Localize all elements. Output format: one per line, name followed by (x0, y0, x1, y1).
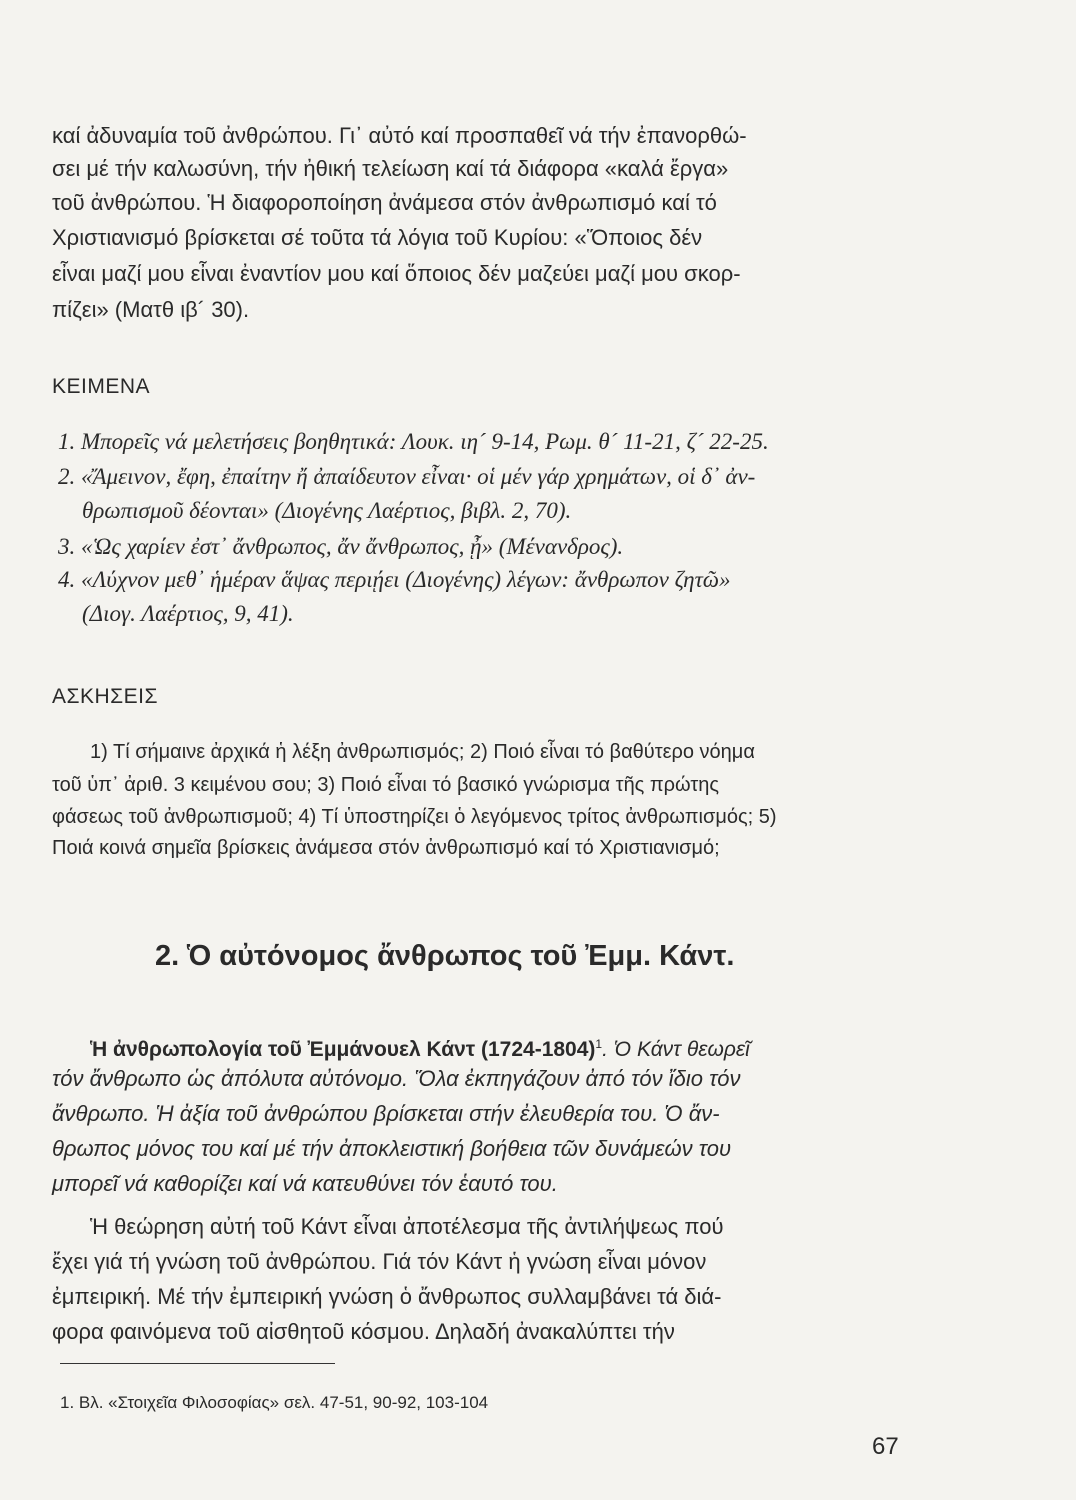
exercise-line: φάσεως τοῦ ἀνθρωπισμοῦ; 4) Τί ὑποστηρίζει ὁ λεγόμενος τρίτος ἀνθρωπισμός; 5) (52, 806, 777, 828)
text-item: 4. «Λύχνον μεθ᾿ ἡμέραν ἅψας περιῄει (Διογένης) λέγων: ἄνθρωπον ζητῶ» (58, 567, 731, 592)
body-line: ἔχει γιά τή γνώση τοῦ ἀνθρώπου. Γιά τόν Κάντ ἡ γνώση εἶναι μόνον (52, 1249, 707, 1274)
footnote-divider (60, 1363, 335, 1364)
section-lead-line (90, 1030, 950, 1064)
italic-line: ἄνθρωπο. Ἡ ἀξία τοῦ ἀνθρώπου βρίσκεται στήν ἐλευθερία του. Ὁ ἄν- (52, 1101, 720, 1126)
lead-bold: Ἡ ἀνθρωπολογία τοῦ Ἐμμάνουελ Κάντ (1724-1804) (90, 1038, 596, 1061)
italic-line: τόν ἄνθρωπο ὡς ἀπόλυτα αὐτόνομο. Ὅλα ἐκπηγάζουν ἀπό τόν ἴδιο τόν (52, 1066, 741, 1091)
body-line: ἐμπειρική. Μέ τήν ἐμπειρική γνώση ὁ ἄνθρωπος συλλαμβάνει τά διά- (52, 1284, 722, 1309)
texts-label: ΚΕΙΜΕΝΑ (52, 375, 151, 398)
text-item: 2. «Ἄμεινον, ἔφη, ἐπαίτην ἤ ἀπαίδευτον εἶναι· οἱ μέν γάρ χρημάτων, οἱ δ᾿ ἀν- (58, 464, 756, 489)
intro-line: πίζει» (Ματθ ιβ´ 30). (52, 297, 250, 322)
exercises-label: ΑΣΚΗΣΕΙΣ (52, 685, 158, 708)
text-item: 1. Μπορεῖς νά μελετήσεις βοηθητικά: Λουκ. ιη´ 9-14, Ρωμ. θ´ 11-21, ζ´ 22-25. (58, 429, 769, 454)
intro-line: Χριστιανισμό βρίσκεται σέ τοῦτα τά λόγια τοῦ Κυρίου: «Ὅποιος δέν (52, 225, 703, 250)
intro-line: τοῦ ἀνθρώπου. Ἡ διαφοροποίηση ἀνάμεσα στόν ἀνθρωπισμό καί τό (52, 190, 717, 215)
page-number: 67 (872, 1433, 899, 1460)
text-item-continuation: (Διογ. Λαέρτιος, 9, 41). (82, 601, 294, 626)
section-heading: 2. Ὁ αὐτόνομος ἄνθρωπος τοῦ Ἐμμ. Κάντ. (155, 940, 735, 972)
exercise-line: Ποιά κοινά σημεῖα βρίσκεις ἀνάμεσα στόν ἀνθρωπισμό καί τό Χριστιανισμό; (52, 837, 720, 859)
footnote-ref: 1 (595, 1037, 603, 1051)
intro-line: καί ἀδυναμία τοῦ ἀνθρώπου. Γι᾿ αὐτό καί προσπαθεῖ νά τήν ἐπανορθώ- (52, 123, 747, 148)
lead-italic: . Ὁ Κάντ θεωρεῖ (602, 1038, 750, 1061)
footnote: 1. Βλ. «Στοιχεῖα Φιλοσοφίας» σελ. 47-51, 90-92, 103-104 (60, 1393, 489, 1412)
text-item-continuation: θρωπισμοῦ δέονται» (Διογένης Λαέρτιος, βιβλ. 2, 70). (82, 498, 572, 523)
exercise-line: 1) Τί σήμαινε ἀρχικά ἡ λέξη ἀνθρωπισμός; 2) Ποιό εἶναι τό βαθύτερο νόημα (90, 741, 755, 763)
italic-line: μπορεῖ νά καθορίζει καί νά κατευθύνει τόν ἑαυτό του. (52, 1171, 558, 1196)
intro-line: σει μέ τήν καλωσύνη, τήν ἠθική τελείωση καί τά διάφορα «καλά ἔργα» (52, 156, 729, 181)
body-line: φορα φαινόμενα τοῦ αἰσθητοῦ κόσμου. Δηλαδή ἀνακαλύπτει τήν (52, 1319, 675, 1344)
text-item: 3. «Ὡς χαρίεν ἐστ᾿ ἄνθρωπος, ἄν ἄνθρωπος, ᾖ» (Μένανδρος). (58, 534, 624, 559)
intro-line: εἶναι μαζί μου εἶναι ἐναντίον μου καί ὅποιος δέν μαζεύει μαζί μου σκορ- (52, 261, 741, 286)
exercise-line: τοῦ ὑπ᾿ ἀριθ. 3 κειμένου σου; 3) Ποιό εἶναι τό βασικό γνώρισμα τῆς πρώτης (52, 774, 720, 796)
body-line: Ἡ θεώρηση αὐτή τοῦ Κάντ εἶναι ἀποτέλεσμα τῆς ἀντιλήψεως πού (90, 1214, 724, 1239)
italic-line: θρωπος μόνος του καί μέ τήν ἀποκλειστική βοήθεια τῶν δυνάμεών του (52, 1136, 732, 1161)
